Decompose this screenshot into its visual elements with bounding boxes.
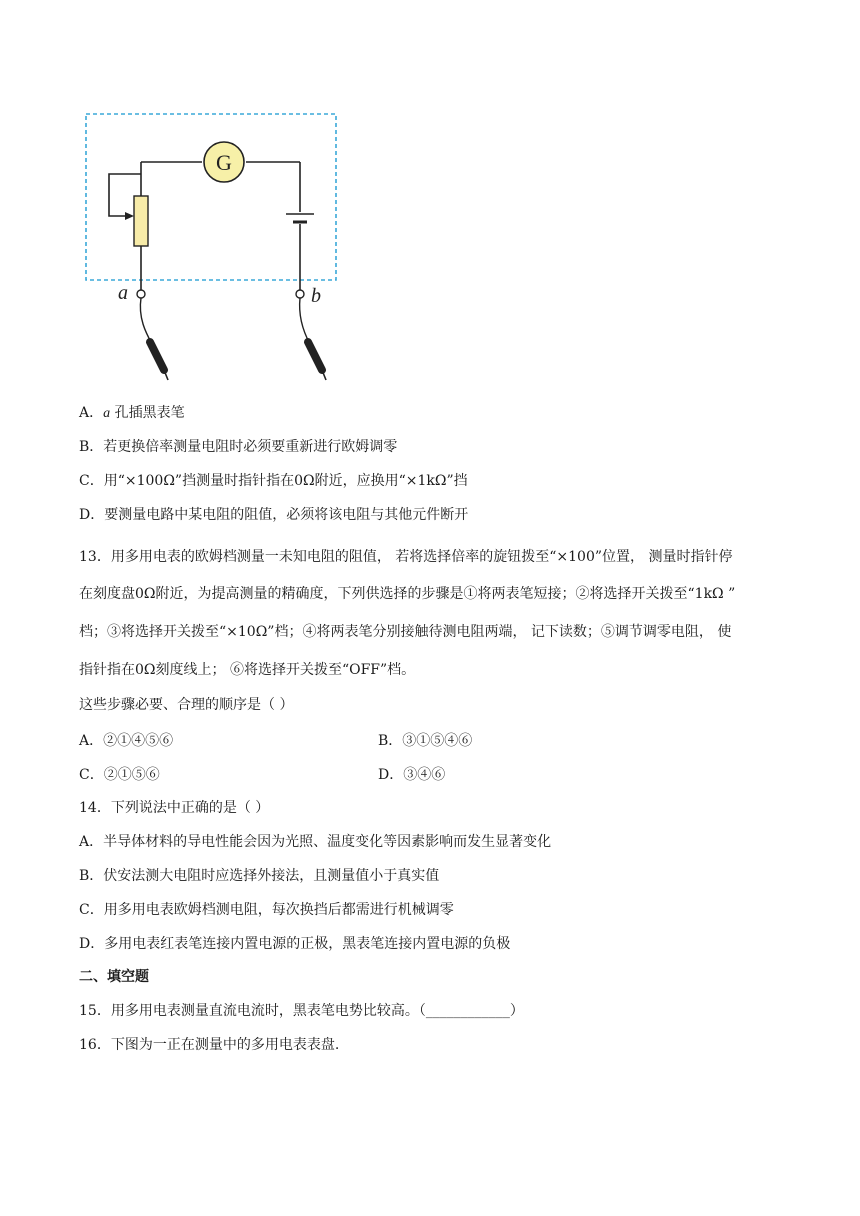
rheostat-body bbox=[134, 196, 148, 246]
lead-b-wire bbox=[300, 298, 310, 344]
probe-b bbox=[308, 342, 322, 370]
option-a-text: 孔插黑表笔 bbox=[110, 405, 185, 421]
ohmmeter-circuit-diagram bbox=[80, 108, 350, 388]
q13-stem-line-4: 指针指在0Ω刻度线上； ⑥将选择开关拨至“OFF”档。 bbox=[79, 662, 416, 678]
q12-option-d: D．要测量电路中某电阻的阻值，必须将该电阻与其他元件断开 bbox=[79, 507, 469, 523]
q13-option-b: B．③①⑤④⑥ bbox=[378, 733, 473, 749]
q13-option-c: C．②①⑤⑥ bbox=[79, 767, 160, 783]
terminal-a bbox=[137, 290, 145, 298]
q13-prompt: 这些步骤必要、合理的顺序是（ ） bbox=[79, 697, 294, 713]
q13-stem-line-2: 在刻度盘0Ω附近，为提高测量的精确度，下列供选择的步骤是①将两表笔短接；②将选择开关拨至“1kΩ ” bbox=[79, 586, 736, 602]
q12-option-a bbox=[79, 403, 185, 424]
q13-stem-line-1: 13．用多用电表的欧姆档测量一未知电阻的阻值， 若将选择倍率的旋钮拨至“×100”位置， 测量时指针停 bbox=[79, 549, 733, 565]
q14-option-a: A．半导体材料的导电性能会因为光照、温度变化等因素影响而发生显著变化 bbox=[79, 834, 552, 850]
terminal-b bbox=[296, 290, 304, 298]
q13-options-row-1 bbox=[79, 731, 173, 751]
option-a-prefix: A． bbox=[79, 405, 104, 421]
q14-option-d: D．多用电表红表笔连接内置电源的正极，黑表笔连接内置电源的负极 bbox=[79, 936, 511, 952]
dashed-enclosure bbox=[86, 114, 336, 280]
option-a-variable: a bbox=[103, 406, 111, 421]
lead-a-wire bbox=[140, 298, 152, 344]
section-heading-fill-in: 二、填空题 bbox=[79, 969, 149, 985]
q14-stem: 14．下列说法中正确的是（ ） bbox=[79, 800, 270, 816]
terminal-a-label: a bbox=[118, 282, 128, 304]
rheostat-arrow bbox=[125, 212, 134, 220]
q15-text: 15．用多用电表测量直流电流时，黑表笔电势比较高。（____________） bbox=[79, 1003, 524, 1019]
q16-text: 16．下图为一正在测量中的多用电表表盘. bbox=[79, 1037, 340, 1053]
galvanometer-label: G bbox=[216, 150, 232, 175]
terminal-b-label: b bbox=[311, 285, 321, 307]
q13-option-a: A．②①④⑤⑥ bbox=[79, 733, 174, 749]
q14-option-b: B．伏安法测大电阻时应选择外接法，且测量值小于真实值 bbox=[79, 868, 440, 884]
q13-stem-line-3: 档；③将选择开关拨至“×10Ω”档；④将两表笔分别接触待测电阻两端， 记下读数；⑤调节调零电阻， 使 bbox=[79, 624, 732, 640]
q13-option-d: D．③④⑥ bbox=[378, 767, 446, 783]
q12-option-c: C．用“×100Ω”挡测量时指针指在0Ω附近，应换用“×1kΩ”挡 bbox=[79, 473, 468, 489]
q12-option-b: B．若更换倍率测量电阻时必须要重新进行欧姆调零 bbox=[79, 439, 398, 455]
q14-option-c: C．用多用电表欧姆档测电阻，每次换挡后都需进行机械调零 bbox=[79, 902, 454, 918]
probe-a bbox=[150, 342, 164, 370]
